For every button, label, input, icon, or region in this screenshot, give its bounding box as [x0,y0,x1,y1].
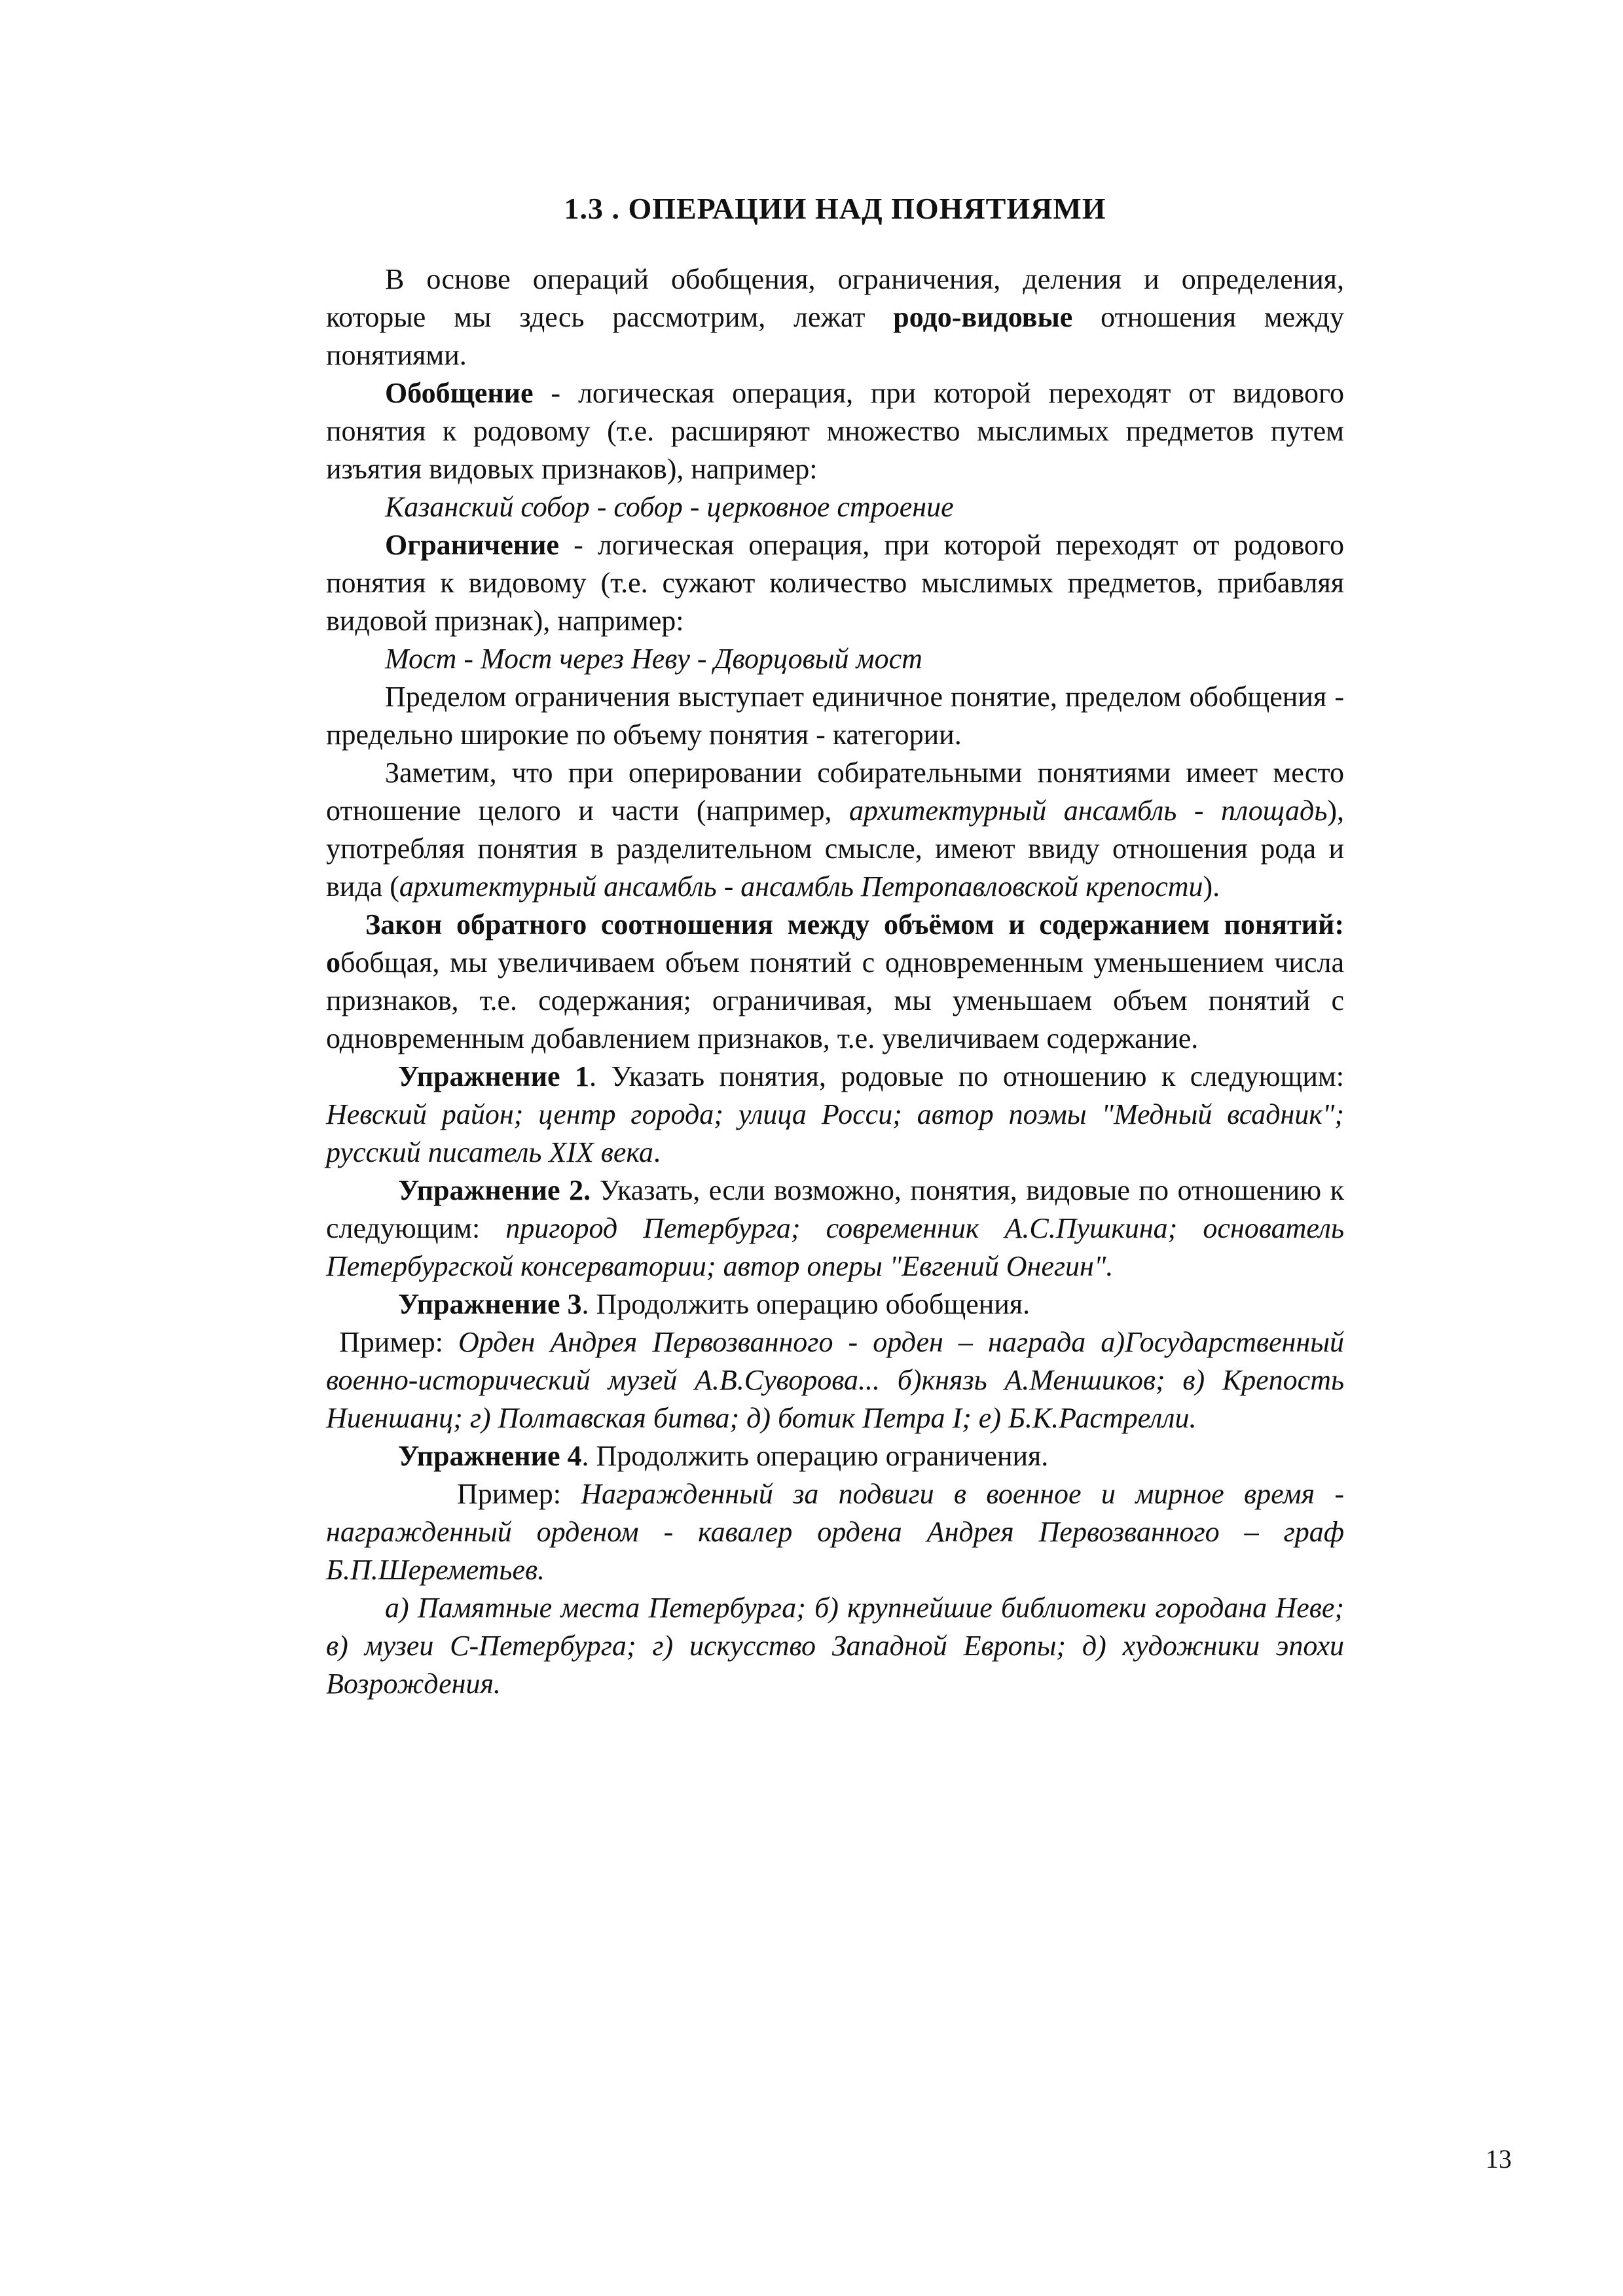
exercise-3: Упражнение 3. Продолжить операцию обобщения. [398,1288,1030,1320]
section-title: 1.3 . ОПЕРАЦИИ НАД ПОНЯТИЯМИ [564,192,1106,225]
limits-paragraph: Пределом ограничения выступает единичное понятие, пределом обобщения - предельно широкие по объему понятия - категории. [326,681,1344,751]
restriction-definition: Ограничение - логическая операция, при которой переходят от родового понятия к видовому (т.е. сужают количество мыслимых предметов, прибавляя видовой признак), например: [326,529,1344,637]
restriction-example: Мост - Мост через Неву - Дворцовый мост [385,643,922,675]
page-number: 13 [1486,2144,1512,2174]
exercise-4-example: Пример: Награжденный за подвиги в военное и мирное время - награжденный орденом - кавалер ордена Андрея Первозванного – граф Б.П.Шереметьев. [326,1478,1344,1586]
exercise-3-example: Пример: Орден Андрея Первозванного - орден – награда а)Государственный военно-исторический музей А.В.Суворова... б)князь А.Меншиков; в) Крепость Ниеншанц; г) Полтавская битва; д) ботик Петра I; е) Б.К.Растрелли. [326,1326,1344,1434]
collective-concepts-paragraph: Заметим, что при оперировании собирательными понятиями имеет место отношение целого и части (например, архитектурный ансамбль - площадь), употребляя понятия в разделительном смысле, имеют ввиду отношения рода и вида (архитектурный ансамбль - ансамбль Петропавловской крепости). [326,757,1344,903]
inverse-law-paragraph: Закон обратного соотношения между объёмом и содержанием понятий: обобщая, мы увеличиваем объем понятий с одновременным уменьшением числа признаков, т.е. содержания; ограничивая, мы уменьшаем объем понятий с одновременным добавлением признаков, т.е. увеличиваем содержание. [326,908,1344,1054]
exercise-4-items: а) Памятные места Петербурга; б) крупнейшие библиотеки городана Неве; в) музеи С-Петербурга; г) искусство Западной Европы; д) художники эпохи Возрождения. [326,1592,1344,1700]
page-content [326,190,1344,1703]
exercise-2: Упражнение 2. Указать, если возможно, понятия, видовые по отношению к следующим: пригород Петербурга; современник А.С.Пушкина; основатель Петербургской консерватории; автор оперы "Евгений Онегин". [326,1174,1345,1282]
exercise-1: Упражнение 1. Указать понятия, родовые по отношению к следующим: Невский район; центр города; улица Росси; автор поэмы "Медный всадник"; русский писатель XIX века. [326,1060,1344,1168]
intro-paragraph: В основе операций обобщения, ограничения, деления и определения, которые мы здесь рассмотрим, лежат родо-видовые отношения между понятиями. [326,263,1344,371]
exercise-4: Упражнение 4. Продолжить операцию ограничения. [398,1440,1049,1472]
generalization-example: Казанский собор - собор - церковное строение [385,491,954,523]
generalization-definition: Обобщение - логическая операция, при которой переходят от видового понятия к родовому (т.е. расширяют множество мыслимых предметов путем изъятия видовых признаков), например: [326,377,1344,485]
